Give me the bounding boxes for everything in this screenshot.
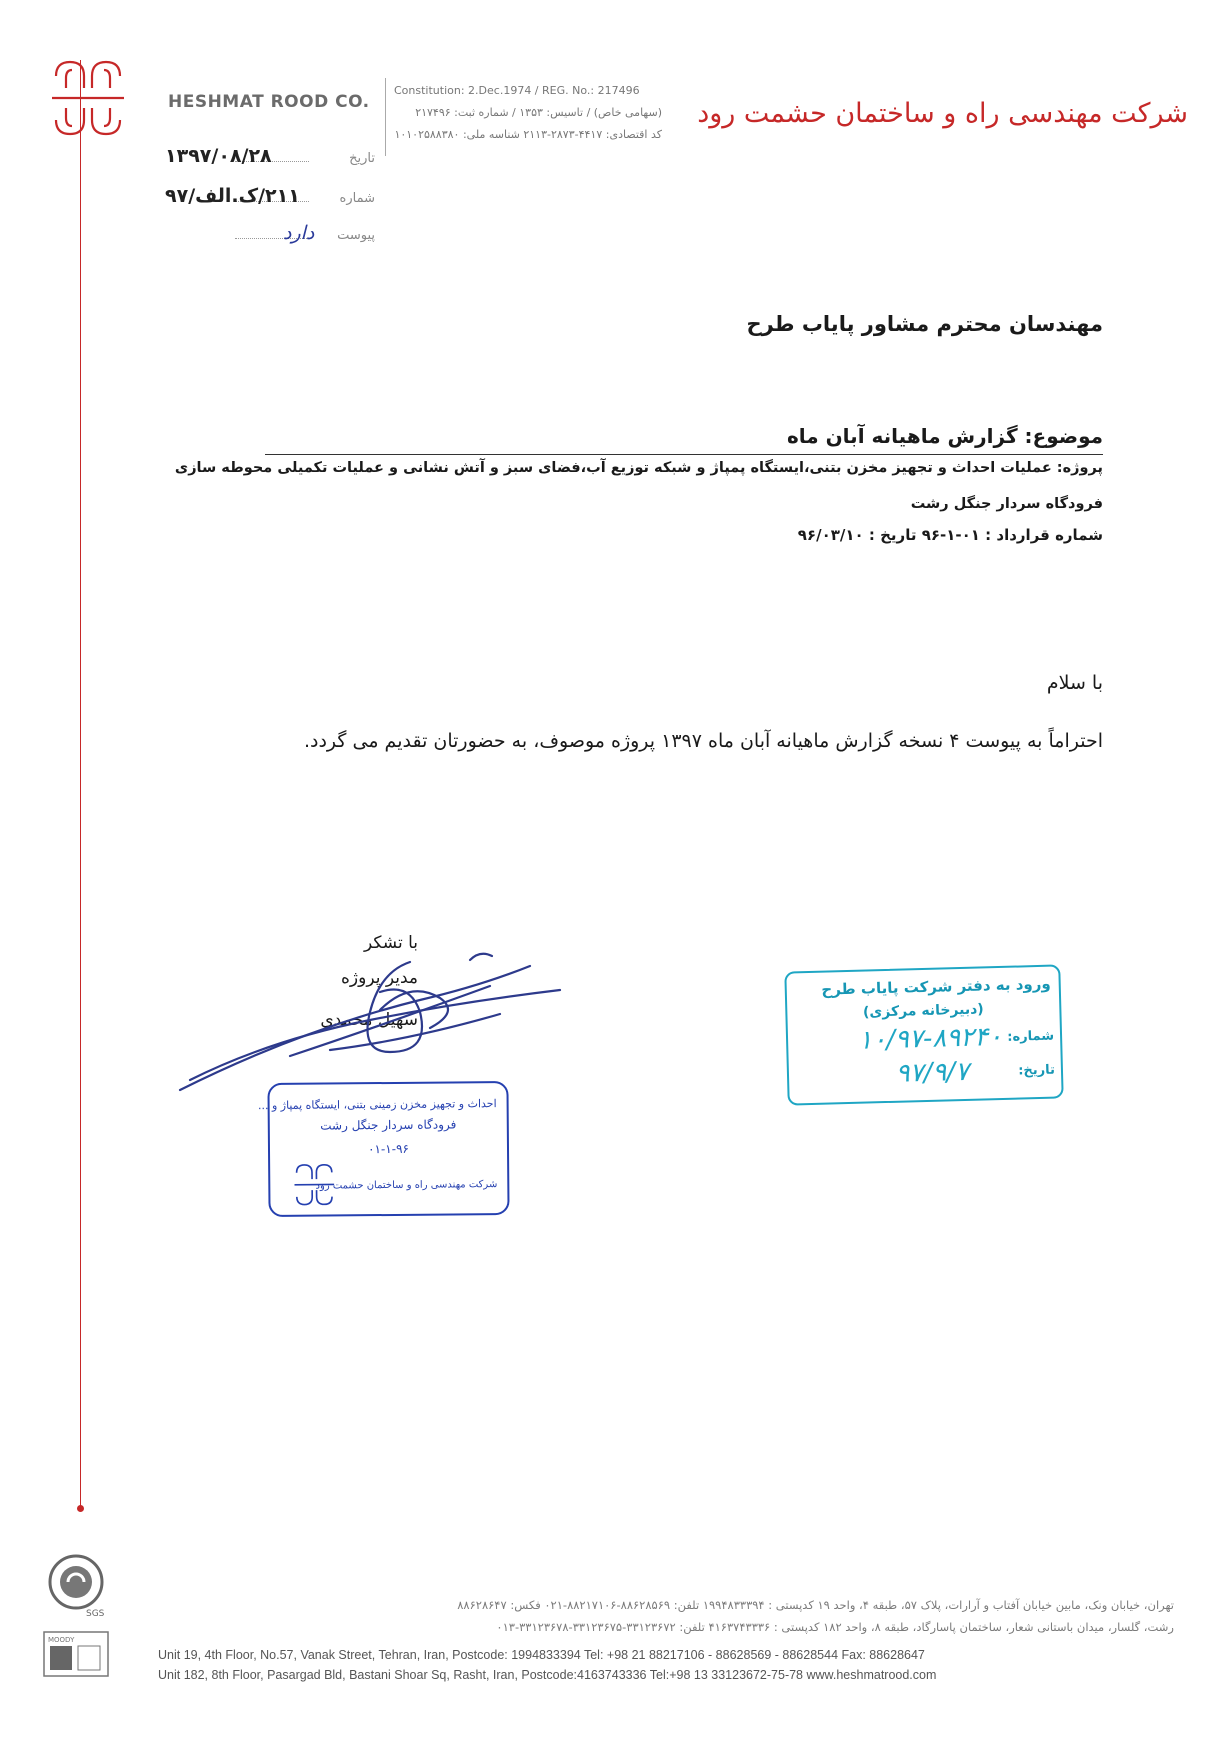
margin-dot [77,1505,84,1512]
margin-line [80,60,81,1510]
receipt-stamp [784,964,1063,1105]
footer-address-rasht-en: Unit 182, 8th Floor, Pasargad Bld, Bastani Shoar Sq, Rasht, Iran, Postcode:4163743336 Tel:+98 13 33123672-75-78 www.heshmatrood.com [158,1668,937,1682]
svg-text:SGS: SGS [86,1609,105,1619]
footer-address-tehran-en: Unit 19, 4th Floor, No.57, Vanak Street, Tehran, Iran, Postcode: 1994833394 Tel: +98 21 88217106 - 88628569 - 88628544 Fax: 88628647 [158,1648,925,1662]
footer-address-rasht-fa: رشت، گلسار، میدان باستانی شعار، ساختمان پاسارگاد، طبقه ۸، واحد ۱۸۲ کدپستی : ۴۱۶۳۷۴۳۳۳۶ تلفن: ۳۳۱۲۳۶۷۲-۳۳۱۲۳۶۷۵-۳۳۱۲۳۶۷۸-۰۱۳ [496,1620,1174,1634]
receipt-date-label: تاریخ: [1018,1062,1056,1079]
subject: موضوع: گزارش ماهیانه آبان ماه [786,424,1103,448]
company-logo-icon [48,58,128,138]
number-label: شماره [339,191,375,206]
iso-certification-icon [42,1552,110,1620]
footer-address-tehran-fa: تهران، خیابان ونک، مابین خیابان آفتاب و آرارات، پلاک ۵۷، طبقه ۴، واحد ۱۹ کدپستی : ۱۹۹۴۸۳۳۳۹۴ تلفن: ۸۸۶۲۸۵۶۹-۸۸۲۱۷۱۰۶-۰۲۱ فکس: ۸۸۶۲۸۶۴۷ [457,1598,1174,1612]
project-stamp-line1: احداث و تجهیز مخزن زمینی بتنی، ایستگاه پمپاژ و ... [257,1097,497,1113]
project-line: پروژه: عملیات احداث و تجهیز مخزن بتنی،ایستگاه پمپاژ و شبکه توزیع آب،فضای سبز و آتش نشانی و عملیات تکمیلی محوطه سازی [174,460,1103,476]
date-value: ۱۳۹۷/۰۸/۲۸ [165,145,272,167]
closing-thanks: با تشکر [364,933,418,953]
attachment-label: پیوست [337,228,375,243]
company-name-fa: شرکت مهندسی راه و ساختمان حشمت رود [697,98,1188,129]
date-row [165,145,375,171]
number-value: ۲۱۱/ک.الف/۹۷ [165,185,300,207]
registration-line: Constitution: 2.Dec.1974 / REG. No.: 217496 [394,84,640,97]
project-stamp-line4: شرکت مهندسی راه و ساختمان حشمت رود [315,1179,498,1192]
greeting: با سلام [1046,672,1103,694]
date-label: تاریخ [349,151,375,166]
attachment-value: دارد [283,222,315,244]
registration-box [385,78,671,156]
project-stamp-line2: فرودگاه سردار جنگل رشت [320,1117,457,1133]
airport-line: فرودگاه سردار جنگل رشت [910,496,1103,512]
receipt-stamp-subtitle: (دبیرخانه مرکزی) [862,1001,984,1021]
company-name-en: HESHMAT ROOD CO. [168,92,370,112]
receipt-date-value: ۹۷/۹/۷ [895,1056,970,1089]
signer-name: سهیل محمدی [320,1010,418,1030]
svg-text:MOODY: MOODY [48,1636,75,1644]
contract-line: شماره قرارداد : ۰۱-۱-۹۶ تاریخ : ۹۶/۰۳/۱۰ [797,526,1103,544]
salutation: مهندسان محترم مشاور پایاب طرح [746,312,1103,336]
receipt-number-label: شماره: [1007,1028,1055,1045]
subject-rule [265,454,1103,455]
number-row [165,185,375,211]
economic-code-line: کد اقتصادی: ۴۴۱۷-۲۸۷۳-۲۱۱۳ شناسه ملی: ۱۰۱۰۲۵۸۸۳۸۰ [394,128,662,141]
stamp-logo-icon [292,1162,336,1206]
registration-line-fa: (سهامی خاص) / تاسیس: ۱۳۵۳ / شماره ثبت: ۲۱۷۴۹۶ [415,106,662,119]
signer-title: مدیر پروژه [341,968,418,988]
project-stamp [257,1081,509,1217]
receipt-number-value: ۱۰/۹۷-۸۹۲۴۰ [857,1021,1003,1056]
moody-certification-icon [42,1630,110,1678]
receipt-stamp-title: ورود به دفتر شرکت پایاب طرح [821,974,1051,999]
attachment-row [165,222,375,248]
body-text: احتراماً به پیوست ۴ نسخه گزارش ماهیانه آبان ماه ۱۳۹۷ پروژه موصوف، به حضورتان تقدیم می گردد. [303,730,1103,752]
project-stamp-line3: ۰۱-۱-۹۶ [367,1141,409,1157]
